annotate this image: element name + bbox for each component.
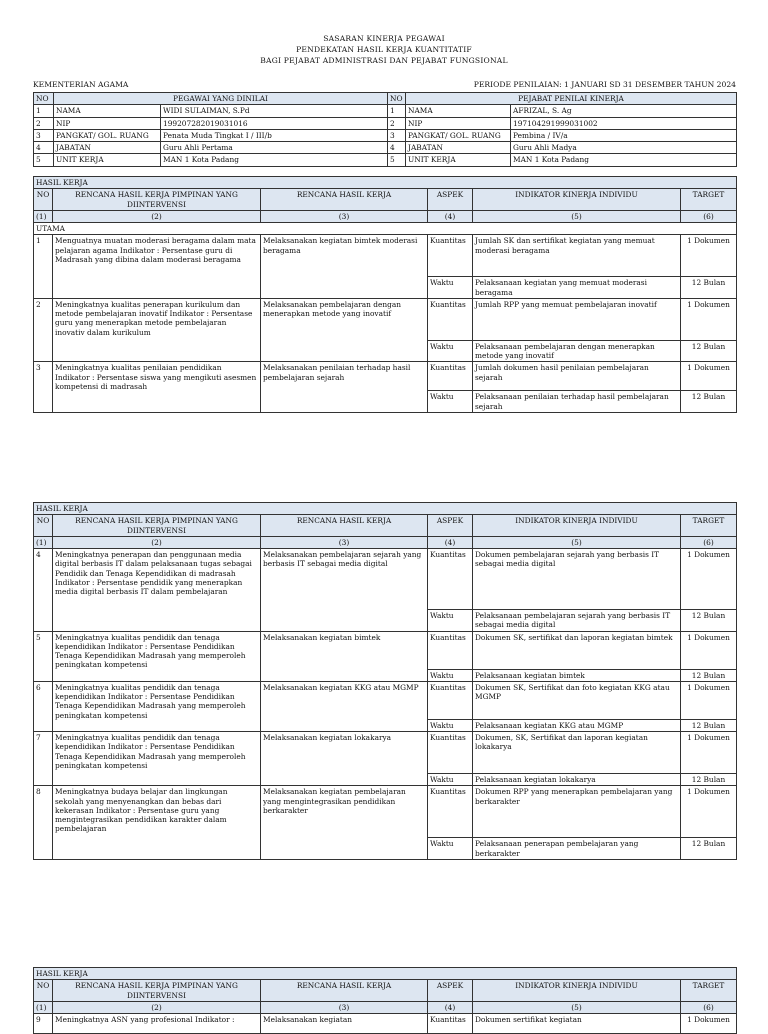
column-header-row	[34, 189, 737, 211]
col-num-5: (5)	[473, 210, 681, 222]
aspect-cell: Waktu	[428, 610, 473, 632]
leader-plan-cell: Menguatnya muatan moderasi beragama dalam mata pelajaran agama Indikator : Persentase guru di Madrasah yang dibina dalam moderasi beragama	[53, 235, 261, 299]
identity-no-2: 5	[388, 154, 406, 166]
col-num-1: (1)	[34, 210, 53, 222]
table-row	[34, 681, 737, 719]
col-no: NO	[34, 980, 53, 1002]
identity-label-2: PANGKAT/ GOL. RUANG	[406, 129, 511, 141]
identity-no-2: 4	[388, 142, 406, 154]
leader-plan-cell: Meningkatnya kualitas pendidik dan tenaga kependidikan Indikator : Persentase Pendidikan Tenaga Kependidikan Madrasah yang memperoleh peningkatan kompetensi	[53, 681, 261, 731]
identity-no: 3	[34, 129, 54, 141]
indicator-cell: Pelaksanaan penerapan pembelajaran yang berkarakter	[473, 838, 681, 860]
identity-label-2: UNIT KERJA	[406, 154, 511, 166]
doc-subtitle: PENDEKATAN HASIL KERJA KUANTITATIF	[296, 45, 472, 54]
work-plan-cell: Melaksanakan kegiatan pembelajaran yang mengintegrasikan pendidikan berkarakter	[261, 786, 428, 860]
col-work-plan: RENCANA HASIL KERJA	[261, 515, 428, 537]
indicator-cell: Dokumen SK, Sertifikat dan foto kegiatan KKG atau MGMP	[473, 681, 681, 719]
work-plan-cell: Melaksanakan pembelajaran dengan menerapkan metode yang inovatif	[261, 298, 428, 362]
section-header-row	[34, 503, 737, 515]
col-num-6: (6)	[681, 536, 737, 548]
col-num-3: (3)	[261, 536, 428, 548]
aspect-cell: Waktu	[428, 669, 473, 681]
aspect-cell: Kuantitas	[428, 786, 473, 838]
indicator-cell: Jumlah RPP yang memuat pembelajaran inovatif	[473, 298, 681, 340]
col-aspect: ASPEK	[428, 980, 473, 1002]
identity-label: NAMA	[54, 105, 161, 117]
target-cell: 1 Dokumen	[681, 298, 737, 340]
aspect-cell: Kuantitas	[428, 681, 473, 719]
target-cell: 12 Bulan	[681, 719, 737, 731]
aspect-cell: Kuantitas	[428, 298, 473, 340]
table-row	[34, 362, 737, 391]
evaluated-value: 199207282019031016	[161, 117, 388, 129]
identity-no: 4	[34, 142, 54, 154]
leader-plan-cell: Meningkatnya kualitas penerapan kurikulum dan metode pembelajaran inovatif Indikator : Persentase guru yang menerapkan metode pembelajaran inovativ dalam kurikulum	[53, 298, 261, 362]
col-no: NO	[34, 515, 53, 537]
indicator-cell: Dokumen, SK, Sertifikat dan laporan kegiatan lokakarya	[473, 732, 681, 774]
assessor-value: Guru Ahli Madya	[511, 142, 737, 154]
col-leader-plan: RENCANA HASIL KERJA PIMPINAN YANG DIINTERVENSI	[53, 189, 261, 211]
row-no: 2	[34, 298, 53, 362]
identity-row	[34, 105, 737, 117]
identity-row	[34, 129, 737, 141]
col-aspect: ASPEK	[428, 515, 473, 537]
indicator-cell: Jumlah SK dan sertifikat kegiatan yang memuat moderasi beragama	[473, 235, 681, 277]
aspect-cell: Waktu	[428, 838, 473, 860]
no-header-2: NO	[388, 93, 406, 105]
col-num-4: (4)	[428, 1001, 473, 1013]
col-target: TARGET	[681, 189, 737, 211]
identity-label: PANGKAT/ GOL. RUANG	[54, 129, 161, 141]
table-row	[34, 549, 737, 610]
col-aspect: ASPEK	[428, 189, 473, 211]
target-cell: 1 Dokumen	[681, 681, 737, 719]
performance-table-2	[33, 502, 737, 860]
identity-label: NIP	[54, 117, 161, 129]
aspect-cell: Waktu	[428, 340, 473, 362]
identity-no-2: 1	[388, 105, 406, 117]
identity-no: 2	[34, 117, 54, 129]
period-label: PERIODE PENILAIAN: 1 JANUARI SD 31 DESEMBER TAHUN 2024	[473, 80, 736, 89]
indicator-cell: Dokumen sertifikat kegiatan	[473, 1014, 681, 1034]
indicator-cell: Pelaksanaan kegiatan lokakarya	[473, 774, 681, 786]
target-cell: 12 Bulan	[681, 669, 737, 681]
assessor-value: AFRIZAL, S. Ag	[511, 105, 737, 117]
indicator-cell: Pelaksanaan kegiatan bimtek	[473, 669, 681, 681]
col-num-2: (2)	[53, 210, 261, 222]
work-plan-cell: Melaksanakan kegiatan lokakarya	[261, 732, 428, 786]
target-cell: 12 Bulan	[681, 340, 737, 362]
col-work-plan: RENCANA HASIL KERJA	[261, 980, 428, 1002]
row-no: 3	[34, 362, 53, 413]
aspect-cell: Kuantitas	[428, 1014, 473, 1034]
aspect-cell: Kuantitas	[428, 549, 473, 610]
target-cell: 12 Bulan	[681, 838, 737, 860]
ministry-label: KEMENTERIAN AGAMA	[33, 80, 129, 89]
target-cell: 12 Bulan	[681, 277, 737, 299]
doc-subtitle-2: BAGI PEJABAT ADMINISTRASI DAN PEJABAT FUNGSIONAL	[260, 56, 508, 65]
column-header-row	[34, 515, 737, 537]
col-target: TARGET	[681, 515, 737, 537]
leader-plan-cell: Meningkatnya kualitas pendidik dan tenaga kependidikan Indikator : Persentase Pendidikan Tenaga Kependidikan Madrasah yang memperoleh peningkatan kompetensi	[53, 631, 261, 681]
assessor-header: PEJABAT PENILAI KINERJA	[406, 93, 737, 105]
header-line	[33, 80, 736, 89]
col-work-plan: RENCANA HASIL KERJA	[261, 189, 428, 211]
leader-plan-cell: Meningkatnya penerapan dan penggunaan media digital berbasis IT dalam pelaksanaan tugas sebagai Pendidik dan Tenaga Kependidikan di madrasah Indikator : Persentase pendidik yang menerapkan media digital berbasis IT dalam pembelajaran	[53, 549, 261, 632]
table-row	[34, 298, 737, 340]
indicator-cell: Jumlah dokumen hasil penilaian pembelajaran sejarah	[473, 362, 681, 391]
assessor-value: 197104291999031002	[511, 117, 737, 129]
target-cell: 1 Dokumen	[681, 732, 737, 774]
section-label: HASIL KERJA	[34, 177, 737, 189]
identity-table	[33, 92, 737, 167]
work-plan-cell: Melaksanakan pembelajaran sejarah yang berbasis IT sebagai media digital	[261, 549, 428, 632]
table-row	[34, 631, 737, 669]
target-cell: 1 Dokumen	[681, 631, 737, 669]
identity-header-row	[34, 93, 737, 105]
indicator-cell: Dokumen RPP yang menerapkan pembelajaran yang berkarakter	[473, 786, 681, 838]
identity-row	[34, 142, 737, 154]
aspect-cell: Waktu	[428, 277, 473, 299]
target-cell: 12 Bulan	[681, 391, 737, 413]
indicator-cell: Dokumen SK, sertifikat dan laporan kegiatan bimtek	[473, 631, 681, 669]
target-cell: 1 Dokumen	[681, 235, 737, 277]
target-cell: 1 Dokumen	[681, 549, 737, 610]
work-plan-cell: Melaksanakan kegiatan bimtek moderasi beragama	[261, 235, 428, 299]
target-cell: 1 Dokumen	[681, 786, 737, 838]
col-num-3: (3)	[261, 1001, 428, 1013]
work-plan-cell: Melaksanakan kegiatan KKG atau MGMP	[261, 681, 428, 731]
column-number-row	[34, 536, 737, 548]
column-number-row	[34, 1001, 737, 1013]
leader-plan-cell: Meningkatnya kualitas penilaian pendidikan Indikator : Persentase siswa yang mengikuti asesmen kompetensi di madrasah	[53, 362, 261, 413]
identity-no-2: 3	[388, 129, 406, 141]
target-cell: 12 Bulan	[681, 774, 737, 786]
row-no: 6	[34, 681, 53, 731]
row-no: 4	[34, 549, 53, 632]
assessor-value: Pembina / IV/a	[511, 129, 737, 141]
evaluated-value: MAN 1 Kota Padang	[161, 154, 388, 166]
aspect-cell: Waktu	[428, 774, 473, 786]
evaluated-value: WIDI SULAIMAN, S.Pd	[161, 105, 388, 117]
section-header-row	[34, 177, 737, 189]
identity-label-2: NAMA	[406, 105, 511, 117]
row-no: 7	[34, 732, 53, 786]
table-row	[34, 732, 737, 774]
col-indicator: INDIKATOR KINERJA INDIVIDU	[473, 980, 681, 1002]
identity-label: JABATAN	[54, 142, 161, 154]
performance-table-1	[33, 176, 737, 413]
identity-body	[34, 105, 737, 166]
col-num-3: (3)	[261, 210, 428, 222]
row-no: 5	[34, 631, 53, 681]
table-1-body	[34, 235, 737, 413]
aspect-cell: Kuantitas	[428, 362, 473, 391]
identity-no: 1	[34, 105, 54, 117]
row-no: 1	[34, 235, 53, 299]
indicator-cell: Pelaksanaan penilaian terhadap hasil pembelajaran sejarah	[473, 391, 681, 413]
aspect-cell: Waktu	[428, 719, 473, 731]
col-num-4: (4)	[428, 536, 473, 548]
indicator-cell: Pelaksanaan kegiatan KKG atau MGMP	[473, 719, 681, 731]
indicator-cell: Dokumen pembelajaran sejarah yang berbasis IT sebagai media digital	[473, 549, 681, 610]
column-header-row	[34, 980, 737, 1002]
identity-row	[34, 154, 737, 166]
work-plan-cell: Melaksanakan kegiatan bimtek	[261, 631, 428, 681]
identity-no: 5	[34, 154, 54, 166]
row-no: 8	[34, 786, 53, 860]
table-row	[34, 235, 737, 277]
column-number-row	[34, 210, 737, 222]
col-num-6: (6)	[681, 210, 737, 222]
col-target: TARGET	[681, 980, 737, 1002]
col-num-6: (6)	[681, 1001, 737, 1013]
leader-plan-cell: Meningkatnya kualitas pendidik dan tenaga kependidikan Indikator : Persentase Pendidikan Tenaga Kependidikan Madrasah yang memperoleh peningkatan kompetensi	[53, 732, 261, 786]
identity-no-2: 2	[388, 117, 406, 129]
evaluated-value: Guru Ahli Pertama	[161, 142, 388, 154]
col-leader-plan: RENCANA HASIL KERJA PIMPINAN YANG DIINTERVENSI	[53, 980, 261, 1002]
col-num-2: (2)	[53, 1001, 261, 1013]
aspect-cell: Kuantitas	[428, 732, 473, 774]
section-label: HASIL KERJA	[34, 968, 737, 980]
target-cell: 12 Bulan	[681, 610, 737, 632]
leader-plan-cell: Meningkatnya budaya belajar dan lingkungan sekolah yang menyenangkan dan bebas dari kekerasan Indikator : Persentase guru yang mengintegrasikan pendidikan karakter dalam pembelajaran	[53, 786, 261, 860]
utama-row	[34, 223, 737, 235]
target-cell: 1 Dokumen	[681, 1014, 737, 1034]
aspect-cell: Kuantitas	[428, 235, 473, 277]
col-num-1: (1)	[34, 536, 53, 548]
row-no: 9	[34, 1014, 53, 1034]
assessor-value: MAN 1 Kota Padang	[511, 154, 737, 166]
identity-label: UNIT KERJA	[54, 154, 161, 166]
indicator-cell: Pelaksanaan pembelajaran dengan menerapkan metode yang inovatif	[473, 340, 681, 362]
section-label: HASIL KERJA	[34, 503, 737, 515]
col-no: NO	[34, 189, 53, 211]
col-num-5: (5)	[473, 536, 681, 548]
doc-title: SASARAN KINERJA PEGAWAI	[323, 34, 445, 43]
evaluated-header: PEGAWAI YANG DINILAI	[54, 93, 388, 105]
table-2-body	[34, 549, 737, 860]
work-plan-cell: Melaksanakan kegiatan	[261, 1014, 428, 1034]
table-row	[34, 786, 737, 838]
aspect-cell: Waktu	[428, 391, 473, 413]
col-num-5: (5)	[473, 1001, 681, 1013]
aspect-cell: Kuantitas	[428, 631, 473, 669]
identity-label-2: JABATAN	[406, 142, 511, 154]
target-cell: 1 Dokumen	[681, 362, 737, 391]
col-indicator: INDIKATOR KINERJA INDIVIDU	[473, 189, 681, 211]
evaluated-value: Penata Muda Tingkat I / III/b	[161, 129, 388, 141]
no-header: NO	[34, 93, 54, 105]
col-num-4: (4)	[428, 210, 473, 222]
leader-plan-cell: Meningkatnya ASN yang profesional Indikator :	[53, 1014, 261, 1034]
col-indicator: INDIKATOR KINERJA INDIVIDU	[473, 515, 681, 537]
identity-row	[34, 117, 737, 129]
col-num-2: (2)	[53, 536, 261, 548]
col-num-1: (1)	[34, 1001, 53, 1013]
col-leader-plan: RENCANA HASIL KERJA PIMPINAN YANG DIINTERVENSI	[53, 515, 261, 537]
indicator-cell: Pelaksanaan kegiatan yang memuat moderasi beragama	[473, 277, 681, 299]
utama-label: UTAMA	[34, 223, 737, 235]
identity-label-2: NIP	[406, 117, 511, 129]
section-header-row	[34, 968, 737, 980]
work-plan-cell: Melaksanakan penilaian terhadap hasil pembelajaran sejarah	[261, 362, 428, 413]
indicator-cell: Pelaksanaan pembelajaran sejarah yang berbasis IT sebagai media digital	[473, 610, 681, 632]
